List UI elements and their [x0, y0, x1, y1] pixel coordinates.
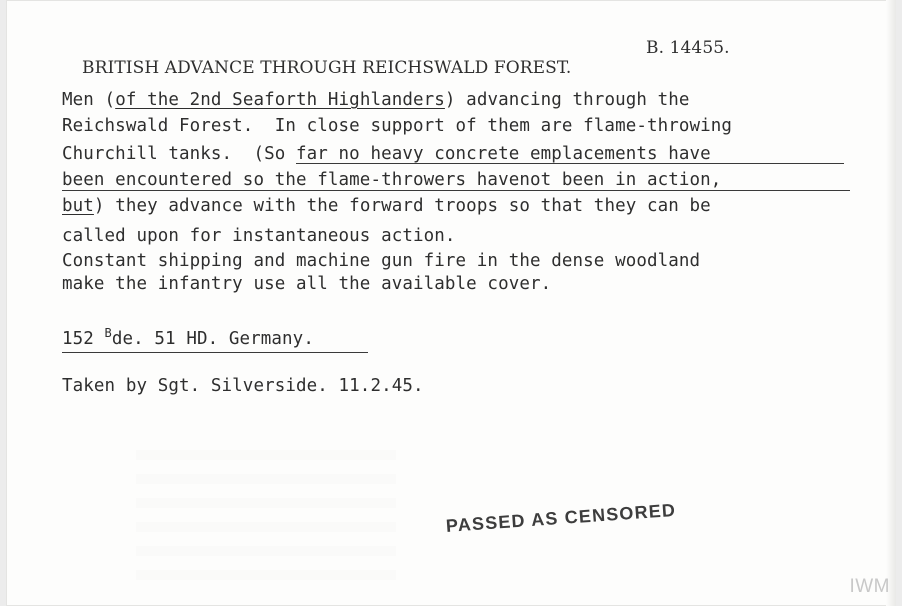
- title-text: BRITISH ADVANCE THROUGH REICHSWALD FOREST.: [82, 58, 572, 78]
- superscript-letter: B: [104, 326, 112, 340]
- caption-line-6: called upon for instantaneous action.: [62, 226, 456, 246]
- unit-location-text: de. 51 HD. Germany.: [111, 328, 314, 349]
- caption-line-7: Constant shipping and machine gun fire in the dense woodland: [62, 251, 701, 271]
- caption-line-5: [62, 196, 711, 216]
- unit-location-line: [62, 326, 314, 349]
- caption-line-3: Churchill tanks. (So far no heavy concrete emplacements have: [62, 144, 711, 164]
- iwm-watermark: IWM: [849, 576, 890, 597]
- caption-text: ) advancing through the: [444, 90, 690, 110]
- show-through-text: [136, 450, 396, 590]
- card-edge-shadow: [886, 0, 896, 606]
- underline-rule: [296, 163, 844, 164]
- caption-line-2: Reichswald Forest. In close support of them are flame-throwing: [62, 116, 733, 136]
- reference-number: B. 14455.: [646, 38, 730, 58]
- brigade-number: 152: [62, 328, 105, 349]
- censor-stamp: PASSED AS CENSORED: [445, 499, 677, 536]
- underline-rule: [62, 352, 368, 353]
- underlined-unit-name: of the 2nd Seaforth Highlanders: [115, 90, 445, 110]
- caption-card: [6, 0, 896, 606]
- caption-line-4: been encountered so the flame-throwers havenot been in action,: [62, 170, 722, 190]
- caption-line-8: make the infantry use all the available cover.: [62, 274, 552, 294]
- document-title: [60, 38, 571, 98]
- caption-line-1: [62, 90, 690, 110]
- photographer-credit: Taken by Sgt. Silverside. 11.2.45.: [62, 376, 424, 396]
- underlined-word: but: [62, 196, 94, 216]
- caption-text: Men (: [62, 90, 116, 110]
- underline-rule: [62, 190, 850, 191]
- caption-text: ) they advance with the forward troops so that they can be: [93, 196, 711, 216]
